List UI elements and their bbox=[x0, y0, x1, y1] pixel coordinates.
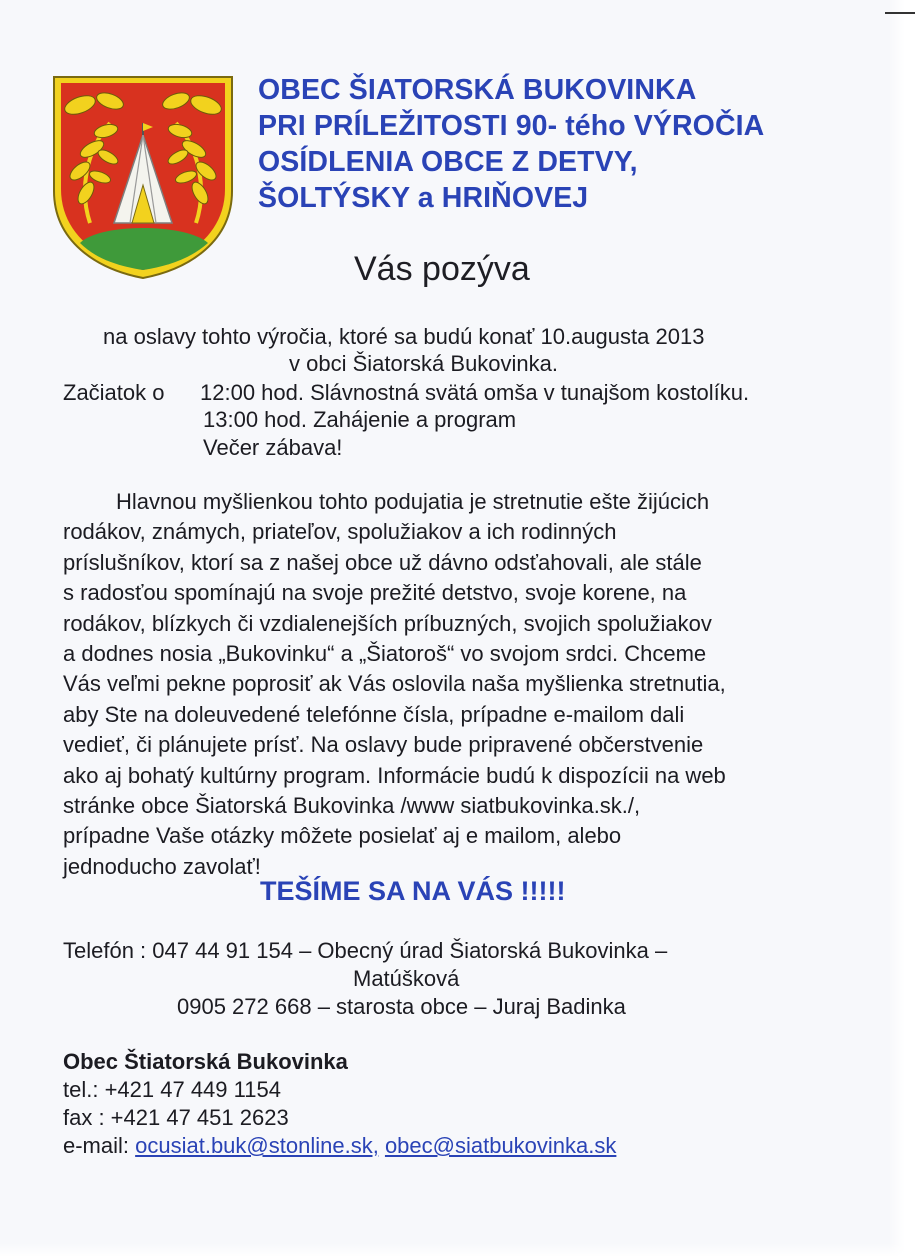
headline-line-2: PRI PRÍLEŽITOSTI 90- tého VÝROČIA bbox=[258, 110, 765, 142]
email-label: e-mail: bbox=[63, 1133, 136, 1158]
headline-line-1: OBEC ŠIATORSKÁ BUKOVINKA bbox=[258, 74, 697, 106]
telephone-line-1: Telefón : 047 44 91 154 – Obecný úrad Šiatorská Bukovinka – bbox=[63, 938, 668, 963]
schedule-label: Začiatok o bbox=[63, 380, 165, 405]
schedule-item-2: 13:00 hod. Zahájenie a program bbox=[203, 407, 517, 432]
telephone-line-3: 0905 272 668 – starosta obce – Juraj Badinka bbox=[177, 994, 626, 1019]
body-line: ako aj bohatý kultúrny program. Informácie budú k dispozícii na web bbox=[63, 762, 726, 788]
headline-line-4: ŠOLTÝSKY a HRIŇOVEJ bbox=[258, 182, 589, 214]
email-link-1[interactable]: ocusiat.buk@stonline.sk, bbox=[135, 1133, 379, 1158]
body-line: stránke obce Šiatorská Bukovinka /www siatbukovinka.sk./, bbox=[63, 793, 641, 819]
body-line: rodákov, blízkych či vzdialenejších príbuzných, svojich spolužiakov bbox=[63, 610, 712, 636]
contact-email-line bbox=[63, 1132, 616, 1159]
body-line: a dodnes nosia „Bukovinku“ a „Šiatoroš“ vo svojom srdci. Chceme bbox=[63, 641, 707, 667]
contact-fax: fax : +421 47 451 2623 bbox=[63, 1105, 289, 1130]
scan-edge-bottom bbox=[0, 1243, 915, 1257]
intro-line-2: v obci Šiatorská Bukovinka. bbox=[289, 351, 559, 376]
body-line: aby Ste na doleuvedené telefónne čísla, prípadne e-mailom dali bbox=[63, 701, 685, 727]
body-paragraph bbox=[63, 487, 726, 882]
corner-mark bbox=[885, 12, 915, 14]
body-line: jednoducho zavolať! bbox=[63, 853, 261, 879]
body-line: príslušníkov, ktorí sa z našej obce už dávno odsťahovali, ale stále bbox=[63, 549, 702, 575]
intro-line-1: na oslavy tohto výročia, ktoré sa budú konať 10.augusta 2013 bbox=[103, 324, 705, 349]
headline-line-3: OSÍDLENIA OBCE Z DETVY, bbox=[258, 146, 638, 178]
telephone-line-2: Matúšková bbox=[353, 966, 460, 991]
body-line: rodákov, známych, priateľov, spolužiakov a ich rodinných bbox=[63, 519, 617, 545]
body-line: vedieť, či plánujete prísť. Na oslavy bude pripravené občerstvenie bbox=[63, 732, 704, 758]
invites-text: Vás pozýva bbox=[354, 250, 530, 288]
schedule-item-3: Večer zábava! bbox=[203, 435, 343, 460]
body-line: prípadne Vaše otázky môžete posielať aj e mailom, alebo bbox=[63, 823, 622, 849]
contact-tel: tel.: +421 47 449 1154 bbox=[63, 1077, 281, 1102]
body-line: Hlavnou myšlienkou tohto podujatia je stretnutie ešte žijúcich bbox=[116, 489, 710, 514]
organization-name: Obec Štiatorská Bukovinka bbox=[63, 1049, 348, 1074]
schedule-item-1: 12:00 hod. Slávnostná svätá omša v tunajšom kostolíku. bbox=[200, 380, 750, 405]
headline bbox=[258, 72, 764, 216]
email-link-2[interactable]: obec@siatbukovinka.sk bbox=[384, 1133, 617, 1158]
body-line: s radosťou spomínajú na svoje prežité detstvo, svoje korene, na bbox=[63, 580, 687, 606]
body-line: Vás veľmi pekne poprosiť ak Vás oslovila naša myšlienka stretnutia, bbox=[63, 671, 726, 697]
closing-heading: TEŠÍME SA NA VÁS !!!!! bbox=[260, 876, 566, 906]
village-coat-of-arms-icon bbox=[50, 73, 236, 281]
scan-edge-right bbox=[889, 0, 915, 1257]
